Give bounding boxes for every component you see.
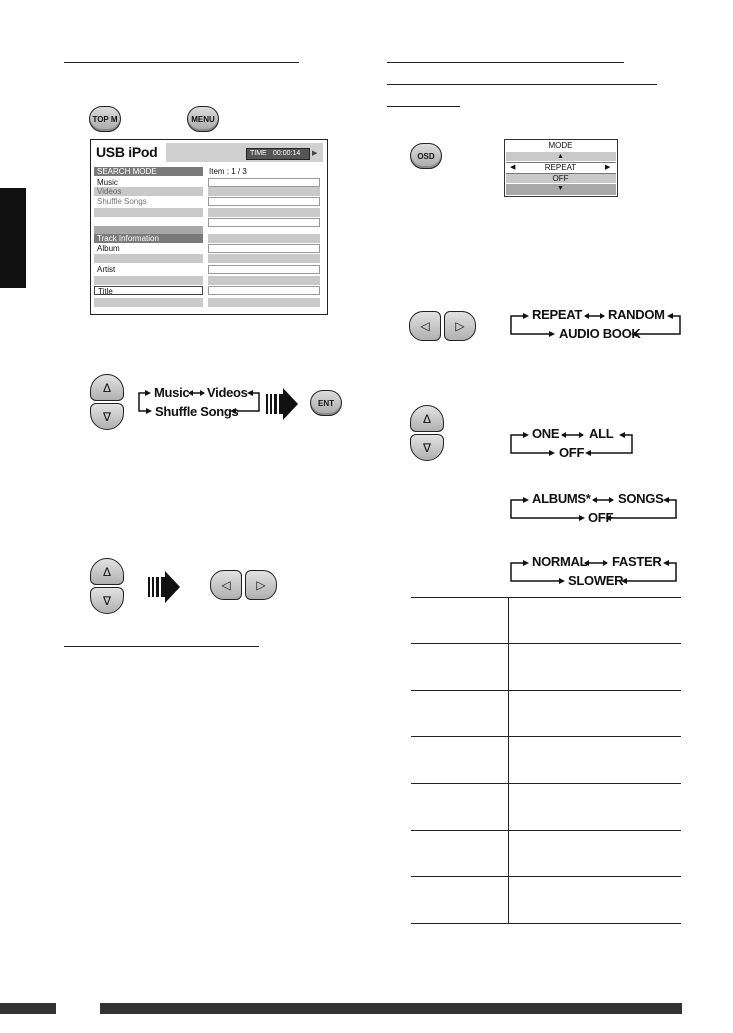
mode-random: RANDOM (608, 307, 665, 322)
footer-band-left (0, 1003, 56, 1014)
item-counter: Item : 1 / 3 (206, 167, 320, 176)
up-down-pad (90, 374, 126, 430)
random-off: OFF (588, 510, 614, 525)
up-button[interactable]: Δ (90, 374, 124, 401)
random-cycle (509, 490, 679, 528)
search-item-music[interactable]: Music (94, 178, 203, 187)
search-item-videos[interactable]: Videos (94, 187, 203, 196)
left-button-mode[interactable]: ◁ (409, 311, 441, 341)
mode-cycle (509, 306, 683, 344)
info-table (411, 597, 681, 925)
down-button-2[interactable]: ∇ (90, 587, 124, 614)
time-value: 00:00:14 (273, 150, 301, 157)
left-right-pad-mode (409, 311, 477, 341)
mode-left-arrow-icon[interactable]: ◀ (510, 164, 516, 171)
footer-band-right (100, 1003, 682, 1014)
menu-button[interactable]: MENU (187, 106, 219, 132)
play-icon: ▶ (312, 150, 318, 157)
usb-ipod-screen (90, 139, 328, 315)
repeat-one: ONE (532, 426, 560, 441)
random-songs: SONGS (618, 491, 664, 506)
language-side-tab (0, 188, 26, 288)
right-heading-rule-1 (387, 62, 624, 63)
random-albums: ALBUMS* (532, 491, 591, 506)
repeat-cycle (509, 425, 635, 463)
repeat-all: ALL (589, 426, 614, 441)
cycle-videos: Videos (207, 385, 248, 400)
cycle-shuffle: Shuffle Songs (155, 404, 239, 419)
search-mode-header: SEARCH MODE (94, 167, 203, 176)
cycle-music: Music (154, 385, 190, 400)
mode-audio-book: AUDIO BOOK (559, 326, 641, 341)
up-down-pad-2 (90, 558, 126, 614)
down-button[interactable]: ∇ (90, 403, 124, 430)
mode-sub-value: OFF (552, 174, 569, 183)
left-button[interactable]: ◁ (210, 570, 242, 600)
mode-screen (504, 139, 618, 197)
top-menu-button[interactable]: TOP M (89, 106, 121, 132)
left-heading-rule (64, 62, 299, 63)
track-title: Title (94, 286, 203, 295)
right-heading-rule-3 (387, 106, 460, 107)
speed-slower: SLOWER (568, 573, 624, 588)
track-album: Album (94, 244, 203, 253)
right-button-mode[interactable]: ▷ (444, 311, 476, 341)
mode-up-arrow-icon: ▲ (557, 153, 564, 160)
mode-value: REPEAT (544, 163, 577, 172)
right-heading-rule-2 (387, 84, 657, 85)
left-right-pad (210, 570, 278, 600)
mode-title: MODE (548, 141, 573, 150)
up-down-pad-right (410, 405, 446, 461)
time-label: TIME (250, 150, 267, 157)
speed-faster: FASTER (612, 554, 662, 569)
mode-right-arrow-icon[interactable]: ▶ (605, 164, 611, 171)
speed-cycle (509, 553, 679, 591)
right-button[interactable]: ▷ (245, 570, 277, 600)
search-mode-cycle (137, 382, 261, 418)
left-section-rule (64, 646, 259, 647)
track-info-header: Track Information (94, 234, 203, 243)
mode-down-arrow-icon: ▼ (557, 185, 564, 192)
speed-normal: NORMAL (532, 554, 588, 569)
up-button-2[interactable]: Δ (90, 558, 124, 585)
mode-repeat: REPEAT (532, 307, 582, 322)
track-artist: Artist (94, 265, 203, 274)
next-step-arrow-icon (266, 386, 300, 422)
repeat-off: OFF (559, 445, 585, 460)
up-button-right[interactable]: Δ (410, 405, 444, 432)
down-button-right[interactable]: ∇ (410, 434, 444, 461)
osd-button[interactable]: OSD (410, 143, 442, 169)
screen-title: USB iPod (96, 144, 158, 160)
search-item-shuffle[interactable]: Shuffle Songs (94, 197, 203, 206)
next-step-arrow-icon-2 (148, 569, 182, 605)
enter-button[interactable]: ENT (310, 390, 342, 416)
